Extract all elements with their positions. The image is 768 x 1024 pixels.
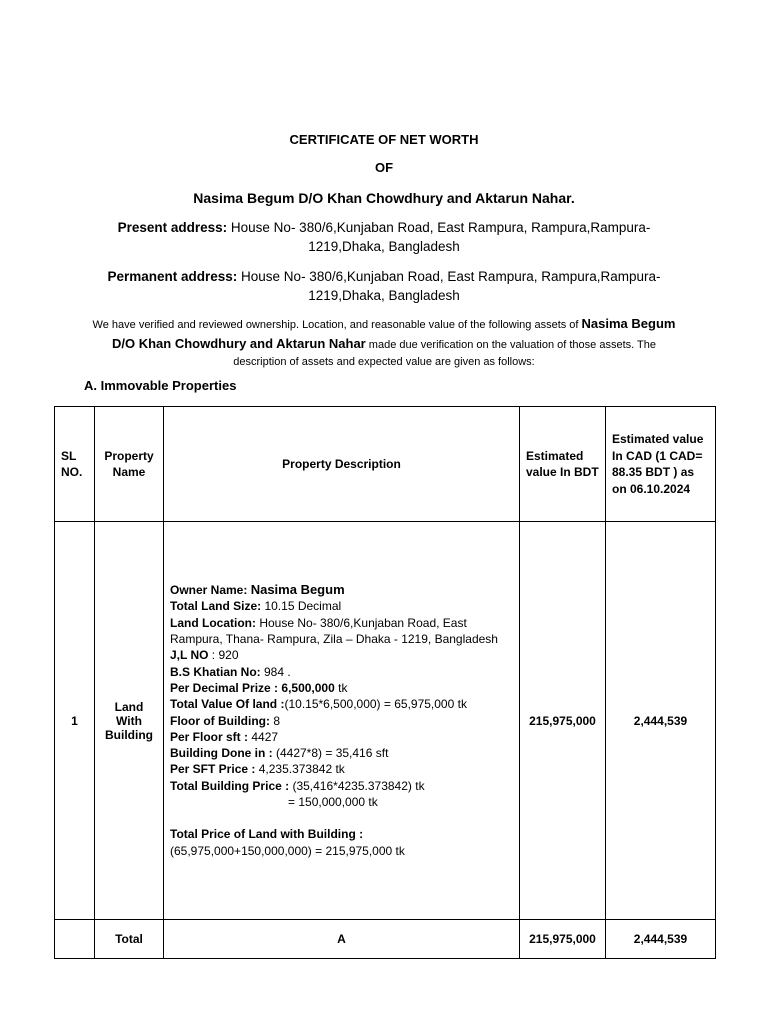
land-size-line <box>170 598 513 614</box>
subject-name: Nasima Begum D/O Khan Chowdhury and Aktarun Nahar. <box>193 190 575 206</box>
header-sl: SL NO. <box>55 407 95 522</box>
row-value-cad: 2,444,539 <box>606 522 716 920</box>
certificate-title: CERTIFICATE OF NET WORTH <box>289 132 479 147</box>
floors-line <box>170 713 513 729</box>
per-floor-line <box>170 729 513 745</box>
per-floor-label: Per Floor sft : <box>170 729 249 744</box>
row-description <box>164 522 520 920</box>
building-done-line <box>170 745 513 761</box>
present-address-label: Present address: <box>117 220 228 235</box>
land-size-label: Total Land Size: <box>170 599 262 614</box>
jl-value: : 920 <box>208 648 239 663</box>
location-label: Land Location: <box>170 615 256 630</box>
per-decimal-unit: tk <box>334 680 348 695</box>
khatian-label: B.S Khatian No: <box>170 664 261 679</box>
per-decimal-label: Per Decimal Prize : <box>170 680 282 695</box>
per-floor-value: 4427 <box>248 729 279 744</box>
jl-line <box>170 647 513 663</box>
row-value-bdt: 215,975,000 <box>520 522 606 920</box>
total-land-label: Total Value Of land : <box>170 697 285 712</box>
row-sl: 1 <box>55 522 95 920</box>
present-address <box>100 218 668 256</box>
total-value-cad: 2,444,539 <box>606 919 716 958</box>
owner-line <box>170 582 513 598</box>
khatian-line <box>170 664 513 680</box>
section-title: A. Immovable Properties <box>84 378 237 393</box>
per-sft-value: 4,235.373842 tk <box>255 762 345 777</box>
permanent-address <box>100 267 668 305</box>
row-property-name: Land With Building <box>95 522 164 920</box>
total-price-label: Total Price of Land with Building : <box>170 827 364 842</box>
total-value-bdt: 215,975,000 <box>520 919 606 958</box>
total-building-label: Total Building Price : <box>170 778 290 793</box>
khatian-value: 984 . <box>260 664 291 679</box>
total-land-value: (10.15*6,500,000) = 65,975,000 tk <box>284 697 467 712</box>
total-building-value: (35,416*4235.373842) tk <box>289 778 425 793</box>
total-price-value: (65,975,000+150,000,000) = 215,975,000 tk <box>170 843 405 858</box>
total-label: Total <box>95 919 164 958</box>
per-decimal-line <box>170 680 513 696</box>
total-building-result: = 150,000,000 tk <box>288 795 378 810</box>
permanent-address-label: Permanent address: <box>107 269 238 284</box>
table-total-row <box>55 919 716 958</box>
building-done-value: (4427*8) = 35,416 sft <box>272 746 389 761</box>
location-line <box>170 615 513 648</box>
owner-label: Owner Name: <box>170 583 251 598</box>
total-land-line <box>170 696 513 712</box>
floors-label: Floor of Building: <box>170 713 270 728</box>
owner-value: Nasima Begum <box>250 582 345 598</box>
certificate-of: OF <box>374 160 394 175</box>
present-address-value: House No- 380/6,Kunjaban Road, East Rampura, Rampura,Rampura-1219,Dhaka, Bangladesh <box>227 220 651 254</box>
spacer <box>170 810 513 826</box>
total-price-line <box>170 826 513 842</box>
total-description: A <box>164 919 520 958</box>
building-done-label: Building Done in : <box>170 746 273 761</box>
header-description: Property Description <box>164 407 520 522</box>
land-size-value: 10.15 Decimal <box>261 599 342 614</box>
per-sft-label: Per SFT Price : <box>170 762 256 777</box>
location-value: House No- 380/6,Kunjaban Road, East Rampura, Thana- Rampura, Zila – Dhaka - 1219, Bangladesh <box>170 615 498 647</box>
intro-owner: Nasima Begum D/O Khan Chowdhury and Aktarun Nahar <box>111 316 676 351</box>
intro-part1: We have verified and reviewed ownership. Location, and reasonable value of the following assets of <box>92 319 582 331</box>
header-value-cad: Estimated value In CAD (1 CAD= 88.35 BDT ) as on 06.10.2024 <box>606 407 716 522</box>
total-building-line <box>170 778 513 794</box>
header-property-name: Property Name <box>95 407 164 522</box>
per-decimal-value: 6,500,000 <box>281 680 335 695</box>
intro-part2: made due verification on the valuation of those assets. The description of assets and expected value are given as follows: <box>233 338 657 368</box>
jl-label: J,L NO <box>170 648 209 663</box>
floors-value: 8 <box>269 713 280 728</box>
header-value-bdt: Estimated value In BDT <box>520 407 606 522</box>
table-row <box>55 522 716 920</box>
table-header-row <box>55 407 716 522</box>
intro-paragraph <box>88 315 680 372</box>
per-sft-line <box>170 761 513 777</box>
permanent-address-value: House No- 380/6,Kunjaban Road, East Rampura, Rampura,Rampura-1219,Dhaka, Bangladesh <box>237 269 661 303</box>
total-sl-empty <box>55 919 95 958</box>
assets-table <box>54 406 716 959</box>
